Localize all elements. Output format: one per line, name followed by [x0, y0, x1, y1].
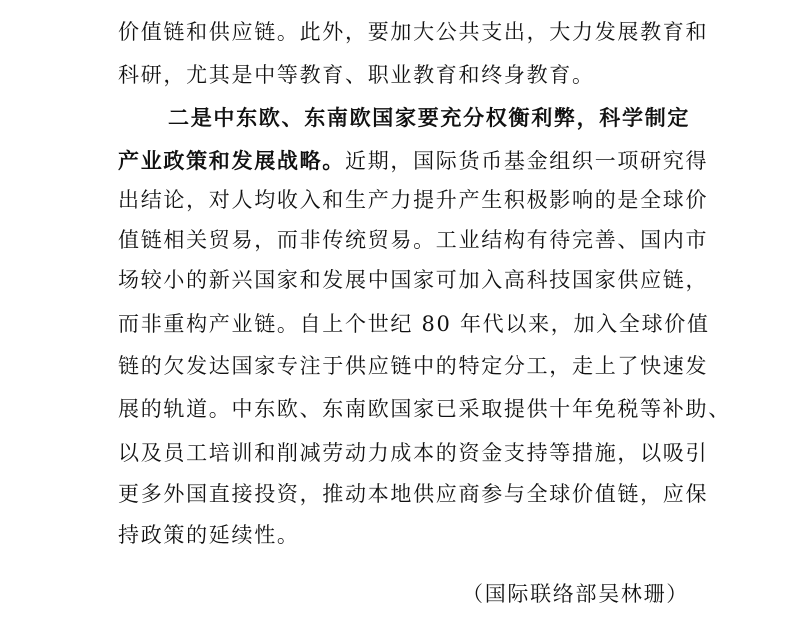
- line-text: 科研，尤其是中等教育、职业教育和终身教育。: [118, 63, 595, 87]
- bold-heading-text: 产业政策和发展战略。: [118, 148, 345, 173]
- paragraph-line-11: [118, 439, 709, 467]
- line-text: 场较小的新兴国家和发展中国家可加入高科技国家供应链，: [118, 268, 709, 292]
- paragraph-line-5: [118, 186, 709, 214]
- line-text: 展的轨道。中东欧、东南欧国家已采取提供十年免税等补助、: [118, 397, 731, 421]
- line-text: 链的欠发达国家专注于供应链中的特定分工，走上了快速发: [118, 354, 709, 378]
- paragraph-line-1: [118, 18, 709, 46]
- paragraph-line-3: [168, 104, 691, 132]
- line-text: 值链相关贸易，而非传统贸易。工业结构有待完善、国内市: [118, 228, 709, 252]
- line-text: 持政策的延续性。: [118, 523, 300, 547]
- line-text: 价值链和供应链。此外，要加大公共支出，大力发展教育和: [118, 20, 709, 44]
- line-text: 出结论，对人均收入和生产力提升产生积极影响的是全球价: [118, 188, 709, 212]
- bold-heading-text: 二是中东欧、东南欧国家要充分权衡利弊，科学制定: [168, 105, 691, 130]
- author-attribution: （国际联络部吴林珊）: [462, 582, 689, 606]
- paragraph-line-10: [118, 395, 731, 423]
- line-text: 而非重构产业链。自上个世纪 80 年代以来，加入全球价值: [118, 312, 710, 336]
- paragraph-line-13: [118, 521, 678, 549]
- paragraph-line-8: [118, 310, 710, 338]
- line-text: 更多外国直接投资，推动本地供应商参与全球价值链，应保: [118, 482, 709, 506]
- line-text: 以及员工培训和削减劳动力成本的资金支持等措施，以吸引: [118, 441, 709, 465]
- line-text: 近期，国际货币基金组织一项研究得: [345, 149, 709, 173]
- paragraph-line-4: [118, 147, 709, 175]
- paragraph-line-12: [118, 480, 709, 508]
- paragraph-line-9: [118, 352, 709, 380]
- paragraph-line-2: [118, 61, 678, 89]
- paragraph-line-6: [118, 226, 709, 254]
- paragraph-line-7: [118, 266, 709, 294]
